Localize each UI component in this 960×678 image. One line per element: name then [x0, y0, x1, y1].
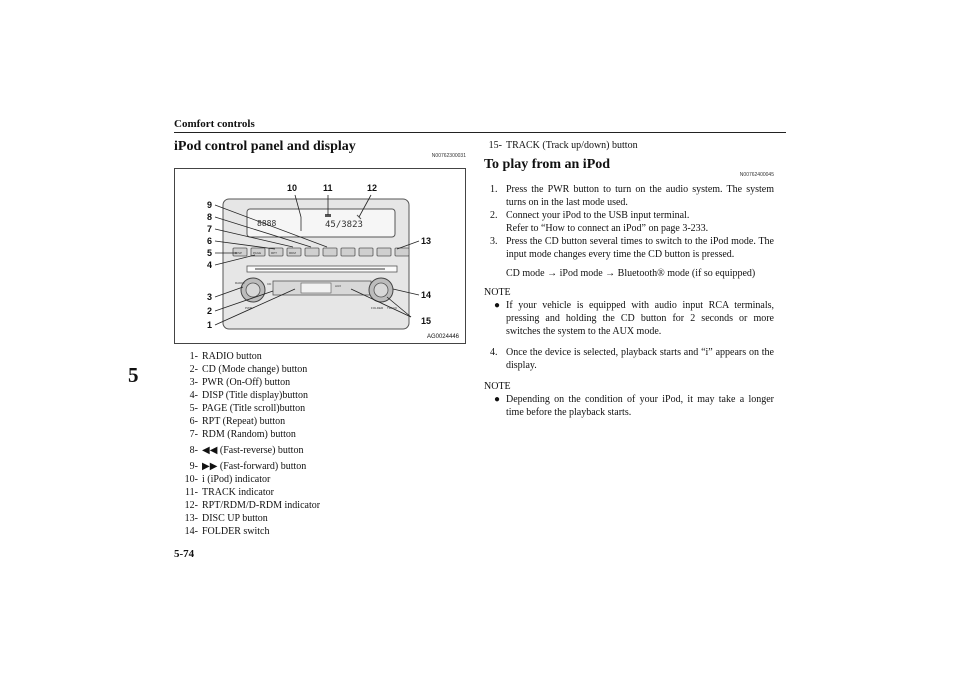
legend-item: [182, 363, 462, 376]
step-number: 4.: [490, 347, 498, 358]
chapter-tab-number: 5: [128, 363, 139, 387]
legend-continued: [484, 139, 774, 152]
section-title-play-ipod: To play from an iPod: [484, 157, 611, 172]
panel-illustration: [175, 169, 465, 343]
btn-label-radio: RADIO: [235, 281, 245, 285]
step-text: Connect your iPod to the USB input terminal.: [506, 210, 690, 221]
left-section-heading: [174, 137, 466, 159]
callout-7: 7: [207, 224, 213, 234]
note-label: NOTE: [484, 381, 511, 392]
callout-15: 15: [421, 316, 432, 326]
step-item: [490, 235, 774, 280]
step-text: Press the CD button several times to switch to the iPod mode. The input mode changes every time the CD button is pressed.: [506, 236, 774, 260]
legend-item: [182, 376, 462, 389]
callout-12: 12: [367, 183, 378, 193]
callout-3: 3: [207, 292, 213, 302]
step-subtext: CD mode → iPod mode → Bluetooth® mode (if so equipped): [506, 268, 756, 279]
legend-item: [182, 444, 462, 457]
display-left-digits: 8888: [257, 219, 277, 228]
callout-9: 9: [207, 200, 213, 210]
btn-label-disp: DISP: [235, 251, 243, 255]
section-code: N00762400045: [739, 172, 774, 178]
legend-text: CD (Mode change) button: [202, 364, 308, 375]
legend-item: [182, 428, 462, 441]
legend-num: 13-: [184, 513, 198, 524]
legend-text: DISC UP button: [202, 513, 268, 524]
legend-item: [182, 460, 462, 473]
legend-text: RDM (Random) button: [202, 429, 296, 440]
legend-text: PAGE (Title scroll)button: [202, 403, 306, 414]
right-section-heading: [484, 158, 774, 182]
legend-num: 9-: [189, 461, 198, 472]
legend-text: RPT/RDM/D-RDM indicator: [202, 500, 321, 511]
figure-code: AG0024446: [426, 334, 459, 340]
legend-num: 15-: [488, 140, 502, 151]
legend-item: [182, 499, 462, 512]
callout-11: 11: [323, 183, 333, 193]
legend-item: [182, 486, 462, 499]
steps-list: [484, 183, 774, 419]
legend-item: [182, 512, 462, 525]
figure-legend: [182, 350, 462, 538]
callout-14: 14: [421, 290, 432, 300]
bullet-icon: ●: [494, 300, 501, 311]
callout-8: 8: [207, 212, 213, 222]
legend-text: i (iPod) indicator: [202, 474, 271, 485]
legend-text: TRACK indicator: [202, 487, 274, 498]
legend-num: 11-: [185, 487, 198, 498]
legend-text: ▶▶ (Fast-forward) button: [202, 461, 307, 472]
legend-num: 3-: [189, 377, 198, 388]
callout-13: 13: [421, 236, 432, 246]
legend-text: PWR (On-Off) button: [202, 377, 291, 388]
legend-text: TRACK (Track up/down) button: [506, 140, 638, 151]
section-code: N00762300031: [431, 153, 466, 159]
btn-label-pwr: PWR: [245, 306, 252, 310]
legend-item: [182, 350, 462, 363]
callout-1: 1: [207, 320, 213, 330]
legend-num: 5-: [189, 403, 198, 414]
btn-label-rpt: RPT: [271, 251, 277, 255]
legend-num: 14-: [184, 526, 198, 537]
note-item: [494, 393, 774, 419]
legend-num: 6-: [189, 416, 198, 427]
legend-text: RPT (Repeat) button: [202, 416, 286, 427]
btn-label-track: TRACK: [387, 306, 398, 310]
note-label: NOTE: [484, 287, 511, 298]
callout-5: 5: [207, 248, 213, 258]
step-number: 2.: [490, 210, 498, 221]
legend-num: 8-: [189, 445, 198, 456]
btn-label-aux: AUX: [335, 284, 342, 288]
legend-item: [182, 473, 462, 486]
legend-num: 12-: [184, 500, 198, 511]
btn-label-rdm: RDM: [289, 251, 296, 255]
callout-2: 2: [207, 306, 213, 316]
note-text: If your vehicle is equipped with audio input RCA terminals, pressing and holding the CD button for 2 seconds or more switches the system to the AUX mode.: [506, 300, 774, 337]
step-subtext: Refer to “How to connect an iPod” on page 3-233.: [506, 223, 709, 234]
btn-label-cd: CD: [267, 282, 272, 286]
page-header-title: Comfort controls: [174, 118, 255, 130]
header-rule: [174, 132, 786, 133]
legend-text: FOLDER switch: [202, 526, 270, 537]
ipod-panel-figure: [174, 168, 466, 344]
legend-num: 1-: [189, 351, 198, 362]
btn-label-folder: FOLDER: [371, 306, 384, 310]
callout-6: 6: [207, 236, 213, 246]
legend-num: 7-: [189, 429, 198, 440]
step-number: 1.: [490, 184, 498, 195]
bullet-icon: ●: [494, 394, 501, 405]
legend-text: RADIO button: [202, 351, 262, 362]
section-title-ipod-panel: iPod control panel and display: [174, 139, 356, 154]
step-text: Press the PWR button to turn on the audio system. The system turns on in the last mode used.: [506, 184, 774, 208]
callout-10: 10: [287, 183, 298, 193]
page-number: 5-74: [174, 548, 195, 560]
step-item: [490, 346, 774, 372]
legend-num: 2-: [189, 364, 198, 375]
step-text: Once the device is selected, playback starts and “i” appears on the display.: [506, 347, 774, 371]
callout-4: 4: [207, 260, 213, 270]
step-number: 3.: [490, 236, 498, 247]
legend-text: DISP (Title display)button: [202, 390, 308, 401]
legend-item: [182, 402, 462, 415]
display-track-text: 45/3823: [325, 220, 363, 230]
legend-item: [182, 415, 462, 428]
legend-item: [182, 389, 462, 402]
btn-label-page: PAGE: [253, 251, 262, 255]
legend-text: ◀◀ (Fast-reverse) button: [202, 445, 304, 456]
step-item: [490, 209, 774, 235]
legend-item: [182, 525, 462, 538]
note-item: [494, 299, 774, 338]
note-text: Depending on the condition of your iPod, it may take a longer time before the playback starts.: [506, 394, 774, 418]
legend-num: 10-: [184, 474, 198, 485]
legend-num: 4-: [189, 390, 198, 401]
step-item: [490, 183, 774, 209]
